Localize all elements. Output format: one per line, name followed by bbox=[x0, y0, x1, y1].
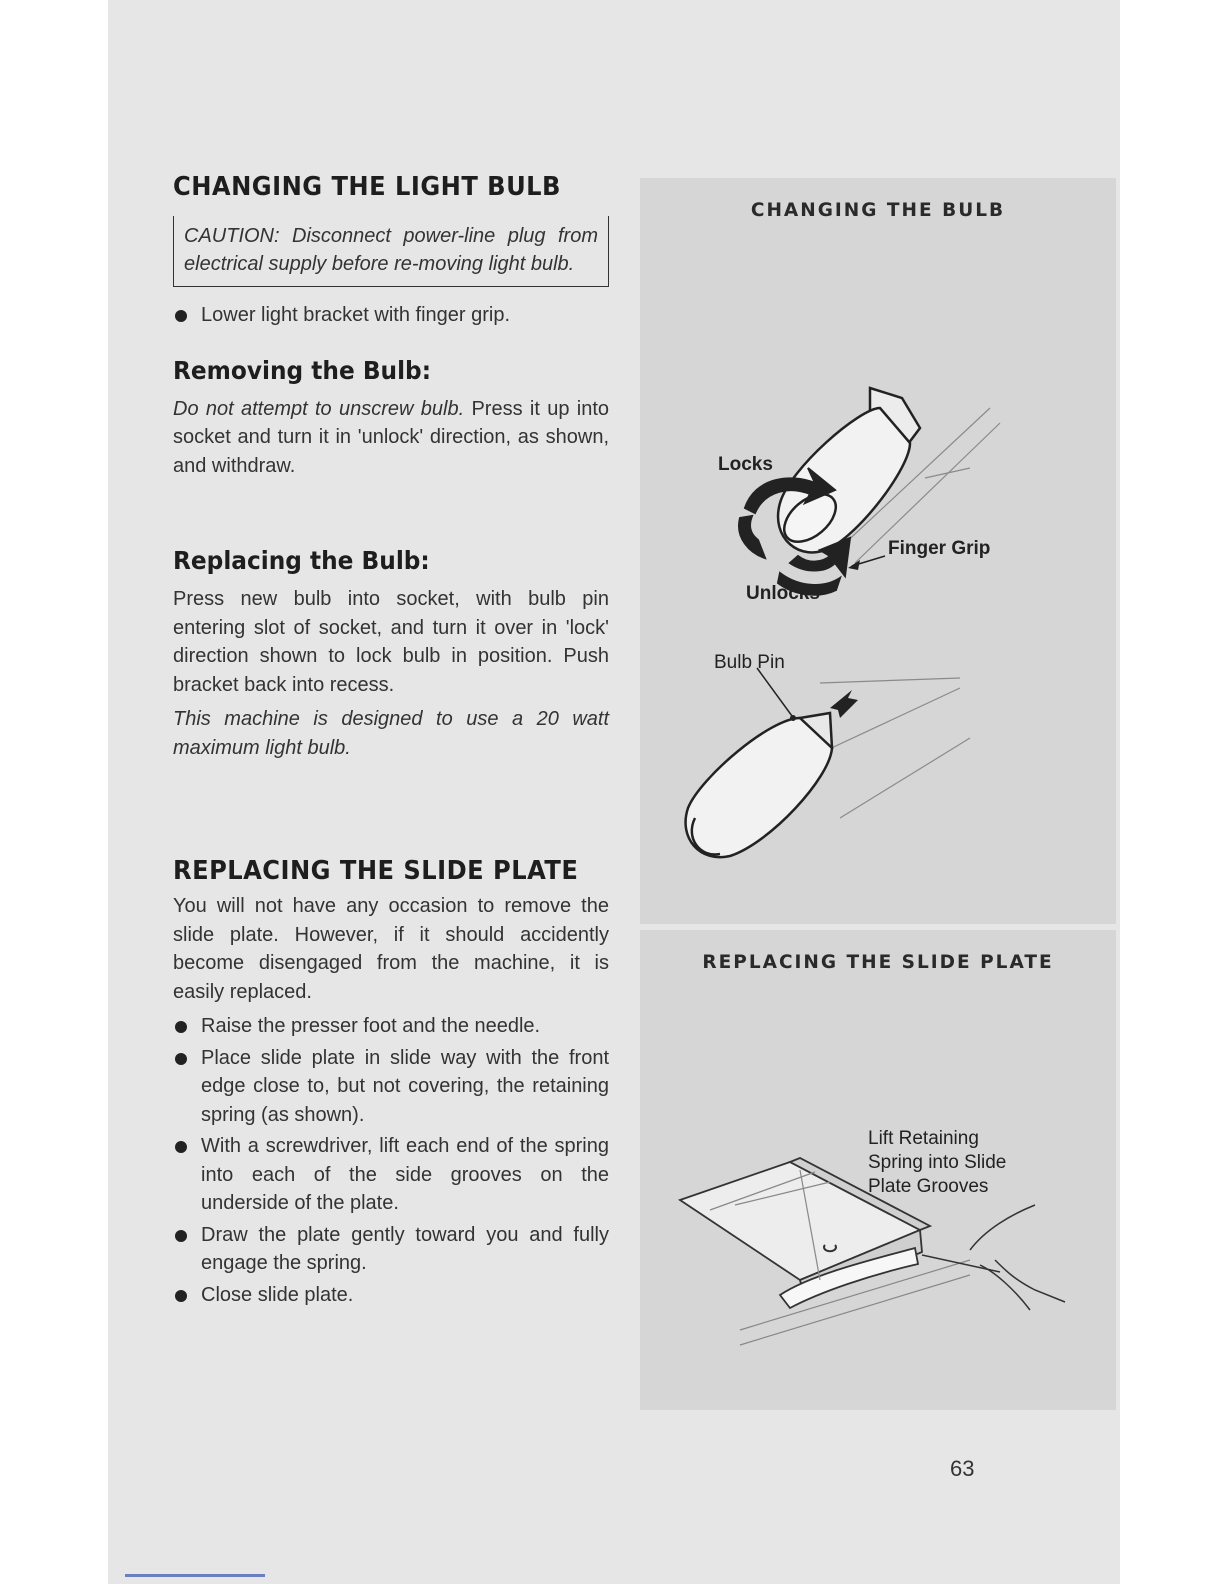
list-item bbox=[173, 1132, 609, 1218]
bullet-icon bbox=[175, 1021, 187, 1033]
light-bulb-steps bbox=[173, 301, 609, 330]
bullet-icon bbox=[175, 1290, 187, 1302]
replacing-text: Press new bulb into socket, with bulb pin entering slot of socket, and turn it over in 'lock' direction shown to lock bulb in position. Push bracket back into recess. bbox=[173, 588, 609, 696]
list-item bbox=[173, 1221, 609, 1278]
caution-box: CAUTION: Disconnect power-line plug from electrical supply before re-moving light bulb. bbox=[173, 216, 609, 287]
list-item bbox=[173, 1012, 609, 1041]
list-item bbox=[173, 301, 609, 330]
step-text: Lower light bracket with finger grip. bbox=[201, 304, 511, 326]
wattage-note: This machine is designed to use a 20 watt maximum light bulb. bbox=[173, 708, 609, 759]
page-edge-line bbox=[125, 1574, 265, 1577]
step-text: Place slide plate in slide way with the front edge close to, but not covering, the retaining spring (as shown). bbox=[201, 1046, 609, 1126]
replacing-title: Replacing the Bulb: bbox=[173, 546, 430, 575]
list-item bbox=[173, 1044, 609, 1130]
slide-label-line1: Lift Retaining bbox=[868, 1128, 979, 1149]
slide-plate-title: REPLACING THE SLIDE PLATE bbox=[173, 856, 579, 886]
bulb-figure-title: CHANGING THE BULB bbox=[750, 200, 1006, 221]
slide-plate-steps bbox=[173, 1012, 609, 1309]
finger-grip-label: Finger Grip bbox=[888, 538, 991, 559]
removing-italic-lead: Do not attempt to unscrew bulb. bbox=[173, 397, 465, 420]
slide-plate-figure-title: REPLACING THE SLIDE PLATE bbox=[702, 952, 1054, 973]
step-text: Draw the plate gently toward you and fully engage the spring. bbox=[201, 1223, 609, 1274]
locks-label: Locks bbox=[718, 454, 773, 475]
slide-plate-intro: You will not have any occasion to remove the slide plate. However, if it should accidently become disengaged from the machine, it is easily replaced. bbox=[173, 895, 609, 1003]
removing-text bbox=[173, 395, 609, 481]
bulb-pin-label: Bulb Pin bbox=[714, 652, 785, 673]
bullet-icon bbox=[175, 1141, 187, 1153]
bullet-icon bbox=[175, 1230, 187, 1242]
slide-label-line2: Spring into Slide bbox=[868, 1152, 1007, 1173]
removing-title: Removing the Bulb: bbox=[173, 355, 432, 385]
removing-body: Press it up into socket and turn it in 'unlock' direction, as shown, and withdraw. bbox=[173, 397, 609, 477]
step-text: Close slide plate. bbox=[201, 1283, 354, 1306]
light-bulb-title: CHANGING THE LIGHT BULB bbox=[173, 172, 561, 202]
text-column bbox=[173, 172, 609, 1312]
list-item bbox=[173, 1281, 609, 1310]
step-text: Raise the presser foot and the needle. bbox=[201, 1015, 541, 1037]
bullet-icon bbox=[175, 310, 187, 322]
step-text: With a screwdriver, lift each end of the spring into each of the side grooves on the underside of the plate. bbox=[201, 1135, 609, 1214]
bullet-icon bbox=[175, 1053, 187, 1065]
bulb-figure-panel bbox=[640, 178, 1116, 924]
slide-plate-figure-panel bbox=[640, 930, 1116, 1410]
slide-label-line3: Plate Grooves bbox=[868, 1176, 989, 1197]
page-number: 63 bbox=[950, 1456, 975, 1481]
bulb-illustration bbox=[640, 178, 1116, 924]
unlocks-label: Unlocks bbox=[746, 583, 820, 604]
